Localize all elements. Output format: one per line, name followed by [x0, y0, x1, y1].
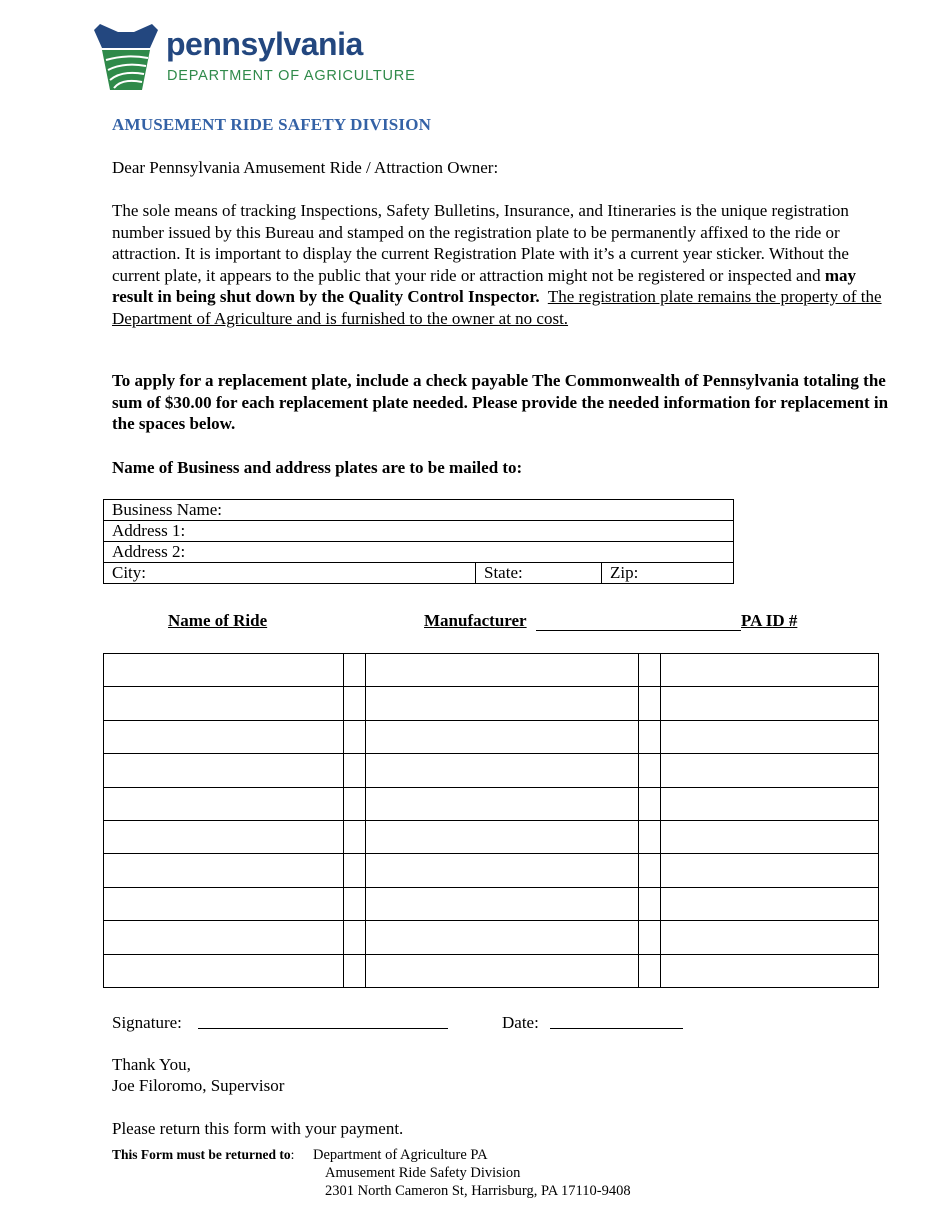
spacer-cell — [344, 754, 366, 787]
spacer-cell — [344, 954, 366, 987]
footer-line2: Amusement Ride Safety Division — [325, 1165, 521, 1181]
body-text: The sole means of tracking Inspections, Safety Bulletins, Insurance, and Itineraries is the unique registration number issued by this Bureau and stamped on the registration plate to be permanently affixed to the ride or attraction. It is important to display the current Registration Plate with it’s a current year sticker. Without the current plate, it appears to the public that your ride or attraction might not be registered or inspected and — [112, 201, 849, 285]
spacer-cell — [639, 854, 661, 887]
spacer-cell — [639, 754, 661, 787]
return-note: Please return this form with your payment. — [112, 1119, 404, 1138]
apply-instructions: To apply for a replacement plate, include a check payable The Commonwealth of Pennsylvania totaling the sum of $30.00 for each replacement plate needed. Please provide the needed information for replacement in the spaces below. — [112, 371, 889, 433]
ride-name-cell[interactable] — [104, 687, 344, 720]
col-manufacturer: Manufacturer — [424, 611, 527, 630]
ride-name-cell[interactable] — [104, 954, 344, 987]
manufacturer-cell[interactable] — [366, 820, 639, 853]
address-table — [103, 499, 734, 584]
manufacturer-cell[interactable] — [366, 787, 639, 820]
spacer-cell — [344, 720, 366, 753]
ride-row — [104, 720, 879, 753]
city-state-zip-row — [104, 563, 734, 584]
manufacturer-cell[interactable] — [366, 954, 639, 987]
ride-name-cell[interactable] — [104, 787, 344, 820]
date-line[interactable] — [550, 1028, 683, 1029]
address2-row — [104, 542, 734, 563]
pa-id-cell[interactable] — [661, 754, 879, 787]
manufacturer-cell[interactable] — [366, 687, 639, 720]
closing-signer: Joe Filoromo, Supervisor — [112, 1076, 285, 1095]
date-label: Date: — [502, 1013, 539, 1032]
manufacturer-cell[interactable] — [366, 854, 639, 887]
rides-table — [103, 653, 879, 988]
manufacturer-cell[interactable] — [366, 720, 639, 753]
ride-row — [104, 787, 879, 820]
spacer-cell — [639, 720, 661, 753]
ride-name-cell[interactable] — [104, 820, 344, 853]
spacer-cell — [344, 787, 366, 820]
greeting: Dear Pennsylvania Amusement Ride / Attraction Owner: — [112, 158, 499, 177]
pa-id-cell[interactable] — [661, 854, 879, 887]
state-field[interactable]: State: — [476, 563, 602, 584]
ride-row — [104, 921, 879, 954]
spacer-cell — [344, 887, 366, 920]
ride-name-cell[interactable] — [104, 654, 344, 687]
closing-thanks: Thank You, — [112, 1055, 191, 1074]
ride-row — [104, 820, 879, 853]
business-name-row — [104, 500, 734, 521]
ride-row — [104, 887, 879, 920]
body-bold-warning: may result in being shut down by the Quality Control Inspector. — [112, 265, 856, 306]
ride-name-cell[interactable] — [104, 720, 344, 753]
spacer-cell — [639, 954, 661, 987]
spacer-cell — [639, 887, 661, 920]
logo-department: DEPARTMENT OF AGRICULTURE — [167, 68, 416, 84]
pa-id-cell[interactable] — [661, 787, 879, 820]
spacer-cell — [344, 654, 366, 687]
body-paragraph — [112, 200, 897, 329]
ride-name-cell[interactable] — [104, 921, 344, 954]
mailing-heading: Name of Business and address plates are to be mailed to: — [112, 458, 523, 477]
header-underline-filler — [536, 630, 741, 631]
pa-id-cell[interactable] — [661, 887, 879, 920]
body-underlined-note: The registration plate remains the property of the Department of Agriculture and is furnished to the owner at no cost. — [112, 287, 882, 328]
ride-name-cell[interactable] — [104, 754, 344, 787]
ride-row — [104, 954, 879, 987]
manufacturer-cell[interactable] — [366, 887, 639, 920]
division-title: AMUSEMENT RIDE SAFETY DIVISION — [112, 115, 432, 134]
ride-name-cell[interactable] — [104, 854, 344, 887]
logo-wordmark: pennsylvania — [166, 26, 363, 62]
pa-id-cell[interactable] — [661, 687, 879, 720]
spacer-cell — [639, 921, 661, 954]
footer-line3: 2301 North Cameron St, Harrisburg, PA 17110-9408 — [325, 1183, 631, 1199]
address2-field[interactable]: Address 2: — [104, 542, 734, 563]
signature-line[interactable] — [198, 1028, 448, 1029]
ride-row — [104, 854, 879, 887]
spacer-cell — [344, 687, 366, 720]
spacer-cell — [344, 820, 366, 853]
manufacturer-cell[interactable] — [366, 654, 639, 687]
ride-row — [104, 754, 879, 787]
pa-id-cell[interactable] — [661, 954, 879, 987]
pa-id-cell[interactable] — [661, 921, 879, 954]
business-name-field[interactable]: Business Name: — [104, 500, 734, 521]
pa-id-cell[interactable] — [661, 720, 879, 753]
pa-keystone-logo-icon — [94, 24, 158, 90]
spacer-cell — [639, 787, 661, 820]
spacer-cell — [639, 820, 661, 853]
manufacturer-cell[interactable] — [366, 921, 639, 954]
spacer-cell — [344, 921, 366, 954]
pa-id-cell[interactable] — [661, 654, 879, 687]
spacer-cell — [344, 854, 366, 887]
spacer-cell — [639, 687, 661, 720]
pa-id-cell[interactable] — [661, 820, 879, 853]
city-field[interactable]: City: — [104, 563, 476, 584]
signature-label: Signature: — [112, 1013, 182, 1032]
address1-row — [104, 521, 734, 542]
ride-row — [104, 654, 879, 687]
footer-line1: Department of Agriculture PA — [313, 1147, 488, 1163]
ride-name-cell[interactable] — [104, 887, 344, 920]
manufacturer-cell[interactable] — [366, 754, 639, 787]
zip-field[interactable]: Zip: — [602, 563, 734, 584]
address1-field[interactable]: Address 1: — [104, 521, 734, 542]
ride-row — [104, 687, 879, 720]
footer-label: This Form must be returned to: — [112, 1147, 295, 1162]
footer-label-text: This Form must be returned to — [112, 1147, 291, 1162]
col-name-of-ride: Name of Ride — [168, 611, 268, 630]
spacer-cell — [639, 654, 661, 687]
col-pa-id: PA ID # — [741, 611, 798, 630]
